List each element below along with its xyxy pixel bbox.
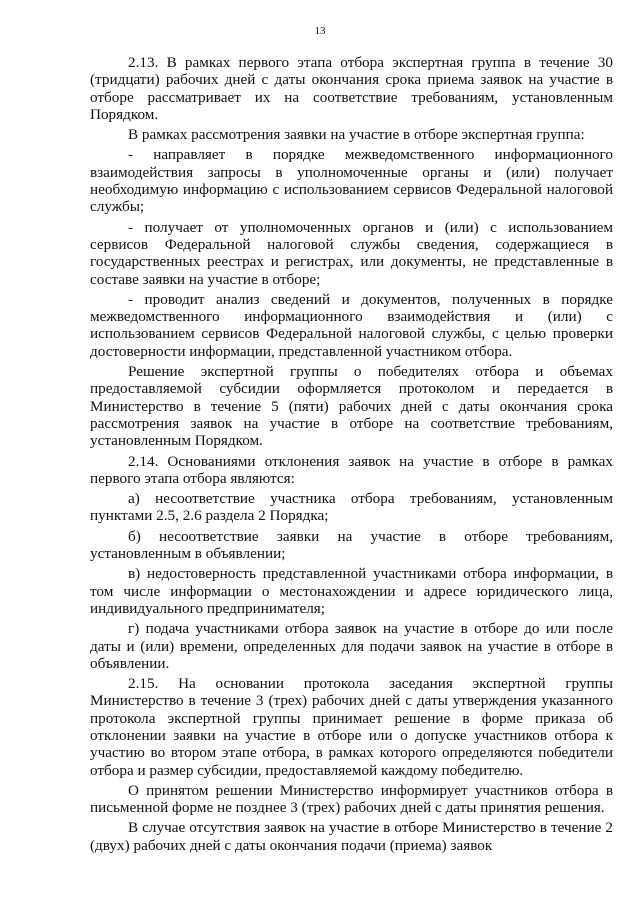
paragraph-2-13: 2.13. В рамках первого этапа отбора экспертная группа в течение 30 (тридцати) рабочих дней с даты окончания срока приема заявок на участие в отборе рассматривает их на соответствие требованиям, установленным Порядком. [90,54,613,123]
page-number: 13 [314,25,326,37]
paragraph-group-decision: Решение экспертной группы о победителях отбора и объемах предоставляемой субсидии оформляется протоколом и передается в Министерство в течение 5 (пяти) рабочих дней с даты окончания срока рассмотрения заявок на участие в отборе на соответствие требованиям, установленным Порядком. [90,363,613,450]
paragraph-no-applications: В случае отсутствия заявок на участие в отборе Министерство в течение 2 (двух) рабочих дней с даты окончания подачи (приема) заявок [90,819,613,854]
list-item-receives-info: - получает от уполномоченных органов и (или) с использованием сервисов Федеральной налоговой службы сведения, содержащиеся в государственных реестрах и регистрах, или документы, не представленные в составе заявки на участие в отборе; [90,218,613,288]
list-item-analysis: - проводит анализ сведений и документов, полученных в порядке межведомственного информационного взаимодействия и (или) с использованием сервисов Федеральной налоговой службы, с целью проверки достоверности информации, представленной участником отбора. [90,290,613,360]
paragraph-review-intro: В рамках рассмотрения заявки на участие в отборе экспертная группа: [128,126,585,144]
paragraph-notification: О принятом решении Министерство информирует участников отбора в письменной форме не позднее 3 (трех) рабочих дней с даты принятия решения. [90,781,613,817]
list-item-d: г) подача участниками отбора заявок на участие в отборе до или после даты и (или) времени, определенных для подачи заявок на участие в отборе в объявлении. [90,620,613,672]
list-item-a: а) несоответствие участника отбора требованиям, установленным пунктами 2.5, 2.6 раздела 2 Порядка; [90,490,613,525]
document-body [90,54,613,857]
list-item-c: в) недостоверность представленной участниками отбора информации, в том числе информации о местонахождении и адресе юридического лица, индивидуального предпринимателя; [90,565,613,617]
list-item-sends-requests: - направляет в порядке межведомственного информационного взаимодействия запросы в уполномоченные органы и (или) получает необходимую информацию с использованием сервисов Федеральной налоговой службы; [90,146,613,216]
paragraph-2-15: 2.15. На основании протокола заседания экспертной группы Министерство в течение 3 (трех) рабочих дней с даты утверждения указанного протокола экспертной группы принимает решение в форме приказа об отклонении заявки на участие в отборе или о допуске участников отбора к участию во втором этапе отбора, в рамках которого определяются победители отбора и размер субсидии, предоставляемой каждому победителю. [90,675,613,779]
list-item-b: б) несоответствие заявки на участие в отборе требованиям, установленным в объявлении; [90,527,613,563]
paragraph-2-14: 2.14. Основаниями отклонения заявок на участие в отборе в рамках первого этапа отбора являются: [90,452,613,487]
